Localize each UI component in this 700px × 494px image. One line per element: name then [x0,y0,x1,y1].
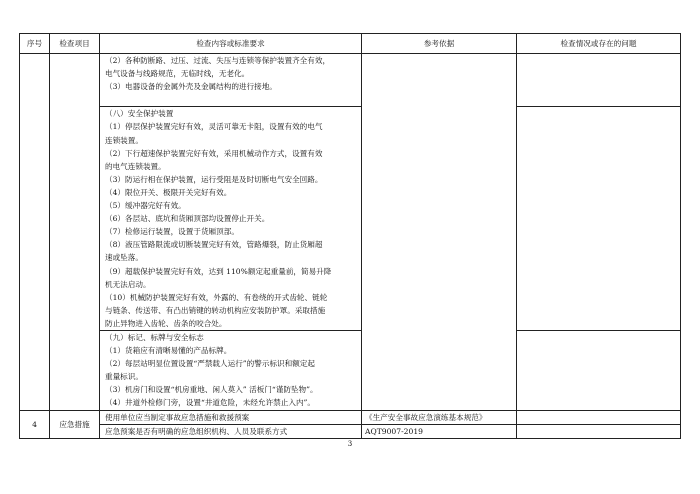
result-cell [517,107,681,331]
result-cell [517,330,681,410]
content-line: 防止异物进入齿轮、齿条的咬合处。 [105,318,227,328]
emergency-basis-2: AQT9007-2019 [362,424,517,438]
header-result: 检查情况或存在的问题 [517,34,681,54]
emergency-no: 4 [20,410,50,438]
inspection-table [19,33,681,439]
content-line: 电气设备与线路规范，无临时线，无老化。 [105,69,250,79]
result-cell [517,424,681,438]
content-line: （7）检修运行装置，设置于货厢顶部。 [105,227,239,237]
table-header-row [20,34,681,54]
result-cell [517,54,681,107]
emergency-item: 应急措施 [50,410,100,438]
content-line: （2）每层站明显位置设置“严禁载人运行”的警示标识和额定起 [105,359,316,369]
signs-block [100,330,362,410]
content-line: （4）限位开关、极限开关完好有效。 [105,187,232,197]
header-content: 检查内容或标准要求 [100,34,362,54]
electrical-block [100,54,362,107]
basis-cell [362,54,517,411]
content-line: （10）机械防护装置完好有效，外露的、有卷绕的开式齿轮、链轮 [105,292,328,302]
table-row [20,107,681,331]
content-line: （8）液压管路限流或切断装置完好有效，管路爆裂，防止货厢超 [105,240,323,250]
emergency-basis-1: 《生产安全事故应急演练基本规范》 [362,410,517,424]
content-line: 速或坠落。 [105,253,143,263]
content-line: 连锁装置。 [105,135,143,145]
content-line: （3）电器设备的金属外壳及金属结构的进行接地。 [105,82,277,92]
header-no: 序号 [20,34,50,54]
header-item: 检查项目 [50,34,100,54]
content-line: （3）机房门和设置“机房重地、闲人莫入” 活板门“谨防坠物”。 [105,385,318,395]
result-cell [517,410,681,424]
page-number: 3 [347,440,353,448]
row-no-cell [20,54,50,411]
table-row [20,410,681,424]
content-line: 的电气连锁装置。 [105,161,166,171]
content-line: （2）各种防断路、过压、过流、失压与连锁等保护装置齐全有效， [105,56,331,65]
safety-block [100,107,362,331]
table-row [20,330,681,410]
content-line: （3）防运行相在保护装置，运行受阻是及时切断电气安全回路。 [105,174,323,184]
content-line: （1）停层保护装置完好有效，灵活可靠无卡阻，设置有效的电气 [105,122,323,132]
content-line: （9）超载保护装置完好有效，达到 110%额定起重量前，简易升降 [105,266,332,276]
emergency-content-2: 应急预案是否有明确的应急组织机构、人员及联系方式 [100,424,362,438]
content-line: （八）安全保护装置 [105,109,174,119]
content-line [105,93,357,106]
header-basis: 参考依据 [362,34,517,54]
row-item-cell [50,54,100,411]
table-row [20,424,681,438]
table-row [20,54,681,107]
content-line: 与链条、传送带、有凸出销键的转动机构应安装防护罩。采取措施 [105,305,326,315]
content-line: （5）缓冲器完好有效。 [105,201,186,211]
content-line: 机无法启动。 [105,279,151,289]
emergency-content-1: 使用单位应当制定事故应急措施和救援预案 [100,410,362,424]
content-line: （4）井道外检修门旁，设置“井道危险，未经允许禁止入内”。 [105,398,316,408]
content-line: （九）标记、标牌与安全标志 [105,332,204,342]
content-line: （2）下行超速保护装置完好有效，采用机械动作方式，设置有效 [105,148,323,158]
content-line: 重量标识。 [105,372,143,382]
content-line: （6）各层站、底坑和货厢顶部均设置停止开关。 [105,214,270,224]
content-line: （1）货箱应有清晰易懂的产品标牌。 [105,346,232,356]
